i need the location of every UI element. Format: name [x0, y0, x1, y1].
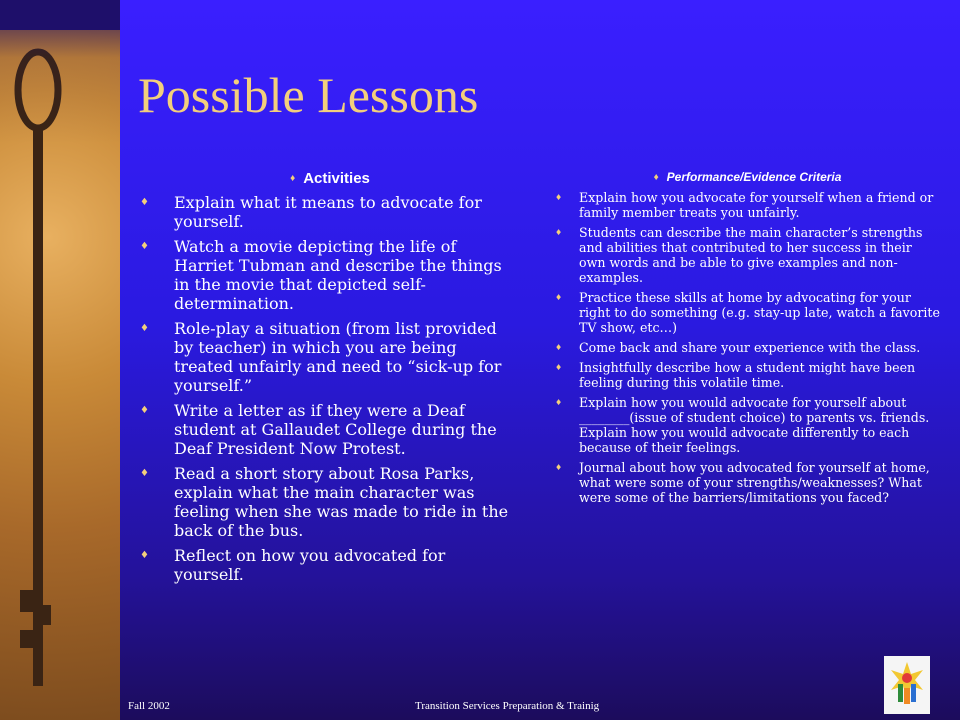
diamond-bullet-icon: ♦: [140, 550, 149, 561]
diamond-bullet-icon: ♦: [555, 463, 563, 472]
diamond-bullet-icon: ♦: [555, 363, 563, 372]
list-item: ♦ Explain how you advocate for yourself when a friend or family member treats you unfairly.: [555, 190, 934, 220]
sidebar-image-panel: [0, 0, 120, 720]
criteria-heading-label: Performance/Evidence Criteria: [666, 170, 842, 184]
criteria-heading: [555, 170, 940, 184]
slide-title: Possible Lessons: [138, 67, 479, 123]
list-item: ♦ Practice these skills at home by advocating for your right to do something (e.g. stay-up late, watch a favorite TV show, etc…): [555, 290, 940, 335]
list-item: ♦ Insightfully describe how a student might have been feeling during this volatile time.: [555, 360, 916, 390]
footer-title: Transition Services Preparation & Trainig: [415, 700, 600, 712]
logo-icon: [884, 656, 930, 714]
list-item: ♦ Journal about how you advocated for yourself at home, what were some of your strengths/weaknesses? What were some of the barriers/limitations you faced?: [555, 460, 930, 505]
list-item: ♦ Watch a movie depicting the life of Harriet Tubman and describe the things in the movie that depicted self-determination.: [140, 237, 502, 313]
list-item: ♦ Explain how you would advocate for yourself about ________(issue of student choice) to parents vs. friends. Explain how you would advocate differently to each because of their feelings.: [555, 395, 930, 455]
diamond-bullet-icon: ♦: [555, 228, 563, 237]
criteria-column: [555, 170, 940, 510]
sidebar-fade: [0, 0, 120, 720]
list-item: ♦ Read a short story about Rosa Parks, explain what the main character was feeling when she was made to ride in the back of the bus.: [140, 464, 509, 540]
criteria-list: [555, 190, 940, 505]
diamond-bullet-icon: ♦: [653, 171, 659, 183]
activities-heading: [140, 170, 520, 187]
list-item: ♦ Write a letter as if they were a Deaf student at Gallaudet College during the Deaf President Now Protest.: [140, 401, 497, 458]
list-item: ♦ Role-play a situation (from list provided by teacher) in which you are being treated unfairly and need to “sick-up for yourself.”: [140, 319, 502, 395]
activities-heading-label: Activities: [303, 170, 370, 187]
diamond-bullet-icon: ♦: [140, 241, 149, 252]
footer-date: Fall 2002: [128, 700, 170, 712]
activities-column: [140, 170, 520, 590]
list-item: ♦ Reflect on how you advocated for yourself.: [140, 546, 446, 584]
list-item: ♦ Students can describe the main character’s strengths and abilities that contributed to her success in their own words and be able to give examples and non-examples.: [555, 225, 923, 285]
list-item: ♦ Come back and share your experience with the class.: [555, 340, 921, 355]
diamond-bullet-icon: ♦: [555, 343, 563, 352]
diamond-bullet-icon: ♦: [140, 197, 149, 208]
diamond-bullet-icon: ♦: [555, 398, 563, 407]
list-item: ♦ Explain what it means to advocate for yourself.: [140, 193, 482, 231]
diamond-bullet-icon: ♦: [555, 293, 563, 302]
diamond-bullet-icon: ♦: [140, 323, 149, 334]
diamond-bullet-icon: ♦: [140, 468, 149, 479]
diamond-bullet-icon: ♦: [555, 193, 563, 202]
diamond-bullet-icon: ♦: [290, 173, 296, 184]
diamond-bullet-icon: ♦: [140, 405, 149, 416]
activities-list: [140, 193, 520, 584]
